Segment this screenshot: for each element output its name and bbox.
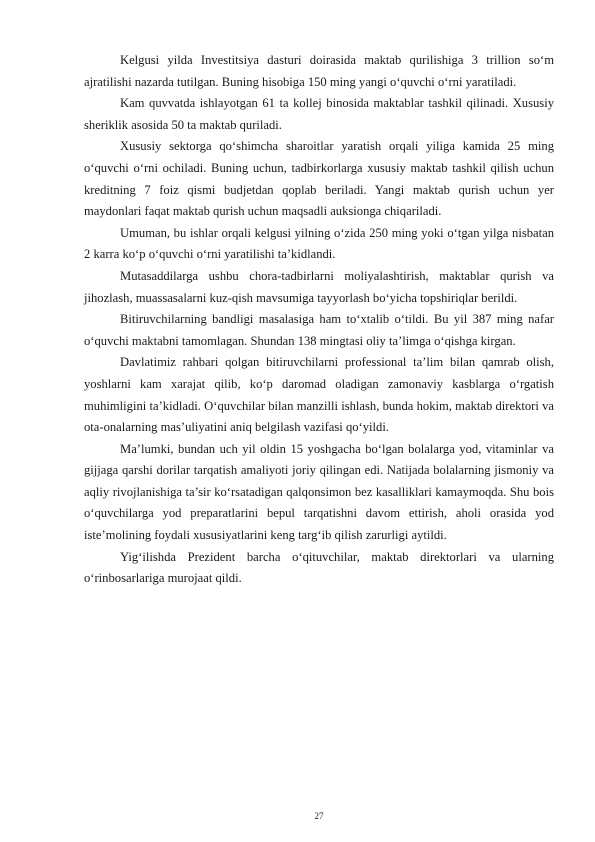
paragraph-4: Umuman, bu ishlar orqali kelgusi yilning o‘zida 250 ming yoki o‘tgan yilga nisbatan 2 karra ko‘p o‘quvchi o‘rni yaratilishi ta’kidlandi. bbox=[84, 225, 554, 262]
paragraph-5: Mutasaddilarga ushbu chora-tadbirlarni moliyalashtirish, maktablar qurish va jihozlash, muassasalarni kuz-qish mavsumiga tayyorlash bo‘yicha topshiriqlar berildi. bbox=[84, 268, 554, 305]
document-body bbox=[84, 50, 554, 590]
page-number: 27 bbox=[314, 811, 324, 821]
paragraph-2: Kam quvvatda ishlayotgan 61 ta kollej binosida maktablar tashkil qilinadi. Xususiy sheriklik asosida 50 ta maktab quriladi. bbox=[84, 96, 554, 132]
paragraph-7: Davlatimiz rahbari qolgan bitiruvchilarni professional ta’lim bilan qamrab olish, yoshlarni kam xarajat qilib, ko‘p daromad oladigan zamonaviy kasblarga o‘rgatish muhimligini ta’kidladi. O‘quvchilar bilan manzilli ishlash, bunda hokim, maktab direktori va ota-onalarning mas’uliyatini aniq belgilash vazifasi qo‘yildi. bbox=[84, 355, 554, 435]
paragraph-3: Xususiy sektorga qo‘shimcha sharoitlar yaratish orqali yiliga kamida 25 ming o‘quvchi o‘rni ochiladi. Buning uchun, tadbirkorlarga xususiy maktab tashkil qilish uchun kreditning 7 foiz qismi budjetdan qoplab beriladi. Yangi maktab qurish uchun yer maydonlari faqat maktab qurish uchun maqsadli auksionga chiqariladi. bbox=[84, 139, 554, 219]
paragraph-6: Bitiruvchilarning bandligi masalasiga ham to‘xtalib o‘tildi. Bu yil 387 ming nafar o‘quvchi maktabni tamomlagan. Shundan 138 mingtasi oliy ta’limga o‘qishga kirgan. bbox=[84, 312, 554, 348]
paragraph-1: Kelgusi yilda Investitsiya dasturi doirasida maktab qurilishiga 3 trillion so‘m ajratilishi nazarda tutilgan. Buning hisobiga 150 ming yangi o‘quvchi o‘rni yaratiladi. bbox=[84, 53, 554, 89]
paragraph-9: Yig‘ilishda Prezident barcha o‘qituvchilar, maktab direktorlari va ularning o‘rinbosarlariga murojaat qildi. bbox=[84, 549, 554, 586]
paragraph-8: Ma’lumki, bundan uch yil oldin 15 yoshgacha bo‘lgan bolalarga yod, vitaminlar va gijjaga qarshi dorilar tarqatish amaliyoti joriy qilingan edi. Natijada bolalarning jismoniy va aqliy rivojlanishiga ta’sir ko‘rsatadigan qalqonsimon bez kasalliklari kamaymoqda. Shu bois o‘quvchilarga yod preparatlarini bepul tarqatishni davom ettirish, aholi orasida yod iste’molining foydali xususiyatlarini keng targ‘ib qilish zarurligi aytildi. bbox=[84, 441, 554, 543]
